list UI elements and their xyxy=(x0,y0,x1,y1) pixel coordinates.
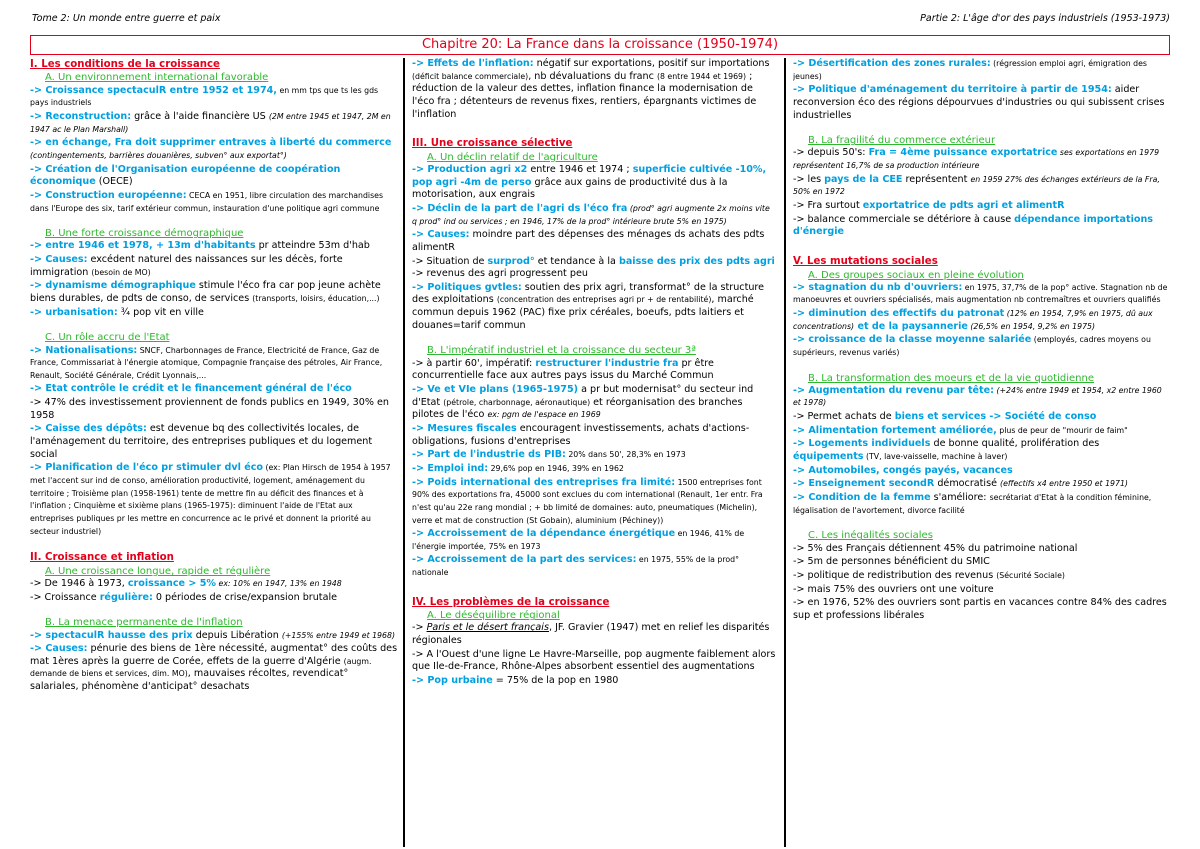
list-item: -> Croissance spectaculR entre 1952 et 1974, en mm tps que ts les gds pays industriels xyxy=(30,84,379,108)
list-item: -> entre 1946 et 1978, + 13m d'habitants pr atteindre 53m d'hab xyxy=(30,240,370,252)
list-item: -> Accroissement de la dépendance énergétique en 1946, 41% de l'énergie importée, 75% en 1973 xyxy=(412,528,745,551)
list-item: -> mais 75% des ouvriers ont une voiture xyxy=(793,583,994,595)
list-item: -> Causes: excédent naturel des naissances sur les décès, forte immigration (besoin de MO) xyxy=(30,254,343,278)
list-item: -> Pop urbaine = 75% de la pop en 1980 xyxy=(412,675,619,687)
list-item: -> Etat contrôle le crédit et le financement général de l'éco xyxy=(30,383,352,395)
list-item: -> Désertification des zones rurales: (régression emploi agri, émigration des jeunes) xyxy=(793,58,1147,81)
list-item: -> Enseignement secondR démocratisé (effectifs x4 entre 1950 et 1971) xyxy=(793,478,1128,490)
list-item: -> Ve et VIe plans (1965-1975) a pr but modernisat° du secteur ind d'Etat (pétrole, charbonnage, aéronautique) et réorganisation des branches pilotes de l'éco ex: pgm de l'espace en 1969 xyxy=(412,383,754,421)
list-item: -> les pays de la CEE représentent en 1959 27% des échanges extérieurs de la Fra, 50% en 1972 xyxy=(793,173,1160,197)
list-item: -> Construction européenne: CECA en 1951, libre circulation des marchandises dans l'Europe des six, tarif extérieur commun, instauration d'une politique agri commune xyxy=(30,189,384,213)
list-item: -> depuis 50's: Fra = 4ème puissance exportatrice ses exportations en 1979 représentent 16,7% de sa production intérieure xyxy=(793,147,1160,171)
subsection-heading: B. La transformation des moeurs et de la vie quotidienne xyxy=(808,372,1094,384)
list-item: -> Nationalisations: SNCF, Charbonnages de France, Electricité de France, Gaz de France, Commissariat à l'énergie atomique, Compagnie française des pétroles, Air France, Renault, Société Générale, Crédit Lyonnais,... xyxy=(30,344,383,380)
list-item: -> Déclin de la part de l'agri ds l'éco fra (prod° agri augmente 2x moins vite q prod° ind ou services ; en 1946, 17% de la prod° intérieure brute 5% en 1975) xyxy=(412,202,770,226)
list-item: -> Alimentation fortement améliorée, plus de peur de "mourir de faim" xyxy=(793,424,1128,436)
list-item: -> De 1946 à 1973, croissance > 5% ex: 10% en 1947, 13% en 1948 xyxy=(30,578,342,589)
list-item: -> 5m de personnes bénéficient du SMIC xyxy=(793,556,990,568)
list-item: -> 5% des Français détiennent 45% du patrimoine national xyxy=(793,542,1078,554)
list-item: -> Permet achats de biens et services -> Société de conso xyxy=(793,411,1097,423)
list-item: -> croissance de la classe moyenne salariée (employés, cadres moyens ou supérieurs, revenus variés) xyxy=(793,334,1151,357)
chapter-title: Chapitre 20: La France dans la croissance (1950-1974) xyxy=(30,35,1170,55)
subsection-heading: B. L'impératif industriel et la croissance du secteur 3ª xyxy=(427,345,696,357)
header-right: Partie 2: L'âge d'or des pays industriels (1953-1973) xyxy=(920,13,1170,24)
column-divider xyxy=(784,58,786,847)
list-item: -> Poids international des entreprises fra limité: 1500 entreprises font 90% des exportations fra, 45000 sont exclues du com international (Renault, 1er entr. Fra n'est qu'au 22e rang mondial ; + bb limité de domaines: auto, pneumatiques (Michelin), verre et mat de construction (St Gobain), aluminium (Péchiney)) xyxy=(412,476,763,525)
list-item: -> Fra surtout exportatrice de pdts agri et alimentR xyxy=(793,200,1065,212)
subsection-heading: A. Un déclin relatif de l'agriculture xyxy=(427,151,598,163)
column-3 xyxy=(793,58,1170,845)
column-1 xyxy=(30,58,398,845)
subsection-heading: C. Un rôle accru de l'Etat xyxy=(45,332,170,344)
list-item: -> Causes: moindre part des dépenses des ménages ds achats des pdts alimentR xyxy=(412,229,765,253)
list-item: -> Augmentation du revenu par tête: (+24% entre 1949 et 1954, x2 entre 1960 et 1978) xyxy=(793,384,1162,408)
list-item: -> Politique d'aménagement du territoire à partir de 1954: aider reconversion éco des régions dépourvues d'industries ou qui subissent crises industrielles xyxy=(793,84,1165,121)
list-item: -> stagnation du nb d'ouvriers: en 1975, 37,7% de la pop° active. Stagnation nb de manoeuvres et ouvriers spécialisés, mais augmentation nb contremaîtres et ouvriers qualifiés xyxy=(793,281,1168,305)
list-item: -> en échange, Fra doit supprimer entraves à liberté du commerce (contingentements, barrières douanières, subven° aux exportat°) xyxy=(30,137,392,160)
header-left: Tome 2: Un monde entre guerre et paix xyxy=(32,13,221,24)
list-item: -> Planification de l'éco pr stimuler dvl éco (ex: Plan Hirsch de 1954 à 1957 met l'accent sur ind de conso, amélioration productivité, logement, aménagement du territoire ; Troisième plan (1958-1961) tente de mettre fin au déficit des finances et à l'inflation ; Cinquième et sixième plans (1965-1975): diminuent l'aide de l'Etat aux entreprises publiques pr les mettre en concurrence ac le privé et donnent la priorité au secteur industriel) xyxy=(30,462,391,536)
subsection-heading: A. Des groupes sociaux en pleine évolution xyxy=(808,269,1024,281)
list-item: -> Croissance régulière: 0 périodes de crise/expansion brutale xyxy=(30,591,338,603)
list-item: -> Situation de surprod° et tendance à la baisse des prix des pdts agri -> revenus des agri progressent peu xyxy=(412,255,775,280)
list-item: -> Condition de la femme s'améliore: secrétariat d'Etat à la condition féminine, légalisation de l'avortement, divorce facilité xyxy=(793,492,1152,515)
subsection-heading: A. Un environnement international favorable xyxy=(45,72,269,84)
subsection-heading: C. Les inégalités sociales xyxy=(808,530,933,542)
list-item: -> A l'Ouest d'une ligne Le Havre-Marseille, pop augmente faiblement alors que Ile-de-France, Rhône-Alpes absorbent essentiel des augmentations xyxy=(412,648,776,673)
list-item: -> urbanisation: ¾ pop vit en ville xyxy=(30,306,204,318)
list-item: -> Automobiles, congés payés, vacances xyxy=(793,464,1013,476)
list-item: -> Emploi ind: 29,6% pop en 1946, 39% en 1962 xyxy=(412,462,624,474)
list-item: -> politique de redistribution des revenus (Sécurité Sociale) xyxy=(793,569,1065,581)
list-item: -> Caisse des dépôts: est devenue bq des collectivités locales, de l'aménagement du territoire, des entreprises publiques et du logement social xyxy=(30,423,373,460)
section-heading: II. Croissance et inflation xyxy=(30,552,174,564)
subsection-heading: B. La fragilité du commerce extérieur xyxy=(808,135,996,147)
list-item: -> Paris et le désert français, JF. Gravier (1947) met en relief les disparités régionales xyxy=(412,622,770,647)
list-item: -> à partir 60', impératif: restructurer l'industrie fra pr être concurrentielle face aux autres pays issus du Marché Commun xyxy=(412,357,714,382)
list-item: -> Effets de l'inflation: négatif sur exportations, positif sur importations (déficit balance commerciale), nb dévaluations du franc (8 entre 1944 et 1969) ; réduction de la valeur des dettes, inflation finance la modernisation de l'éco fra ; détenteurs de revenus fixes, rentiers, épargnants victimes de l'inflation xyxy=(412,58,770,120)
list-item: -> dynamisme démographique stimule l'éco fra car pop jeune achète biens durables, de pdts de conso, de services (transports, loisirs, éducation,...) xyxy=(30,280,381,305)
section-heading: V. Les mutations sociales xyxy=(793,256,938,268)
list-item: -> Causes: pénurie des biens de 1ère nécessité, augmentat° des coûts des mat 1ères après la guerre de Corée, effets de la guerre d'Algérie (augm. demande de biens et services, dim. MO), mauvaises récoltes, revendicat° salariales, phénomène d'anticipat° desachats xyxy=(30,643,398,693)
list-item: -> spectaculR hausse des prix depuis Libération (+155% entre 1949 et 1968) xyxy=(30,629,395,641)
column-divider xyxy=(403,58,405,847)
section-heading: I. Les conditions de la croissance xyxy=(30,59,220,70)
list-item: -> en 1976, 52% des ouvriers sont partis en vacances contre 84% des cadres sup et professions libérales xyxy=(793,597,1167,621)
section-heading: III. Une croissance sélective xyxy=(412,138,573,150)
subsection-heading: A. Le déséquilibre régional xyxy=(427,610,560,622)
list-item: -> Politiques gvtles: soutien des prix agri, transformat° de la structure des exploitations (concentration des entreprises agri pr + de rentabilité), marché commun depuis 1962 (PAC) fixe prix céréales, boeufs, pdts laitiers et douanes=tarif commun xyxy=(412,281,765,331)
list-item: -> Mesures fiscales encouragent investissements, achats d'actions-obligations, fusions d'entreprises xyxy=(412,422,750,447)
list-item: -> Reconstruction: grâce à l'aide financière US (2M entre 1945 et 1947, 2M en 1947 ac le Plan Marshall) xyxy=(30,110,391,134)
list-item: -> balance commerciale se détériore à cause dépendance importations d'énergie xyxy=(793,213,1153,238)
list-item: -> diminution des effectifs du patronat (12% en 1954, 7,9% en 1975, dû aux concentrations) et de la paysannerie (26,5% en 1954, 9,2% en 1975) xyxy=(793,308,1153,332)
list-item: -> 47% des investissement proviennent de fonds publics en 1949, 30% en 1958 xyxy=(30,397,389,421)
list-item: -> Création de l'Organisation européenne de coopération économique (OECE) xyxy=(30,163,341,188)
list-item: -> Logements individuels de bonne qualité, prolifération des équipements (TV, lave-vaisselle, machine à laver) xyxy=(793,438,1100,463)
section-heading: IV. Les problèmes de la croissance xyxy=(412,596,610,608)
subsection-heading: B. La menace permanente de l'inflation xyxy=(45,617,243,629)
subsection-heading: A. Une croissance longue, rapide et régulière xyxy=(45,565,271,577)
list-item: -> Accroissement de la part des services: en 1975, 55% de la prod° nationale xyxy=(412,554,739,578)
list-item: -> Production agri x2 entre 1946 et 1974 ; superficie cultivée -10%, pop agri -4m de perso grâce aux gains de productivité dus à la motorisation, aux engrais xyxy=(412,163,767,201)
list-item: -> Part de l'industrie ds PIB: 20% dans 50', 28,3% en 1973 xyxy=(412,449,686,461)
column-2 xyxy=(412,58,777,845)
subsection-heading: B. Une forte croissance démographique xyxy=(45,228,244,240)
